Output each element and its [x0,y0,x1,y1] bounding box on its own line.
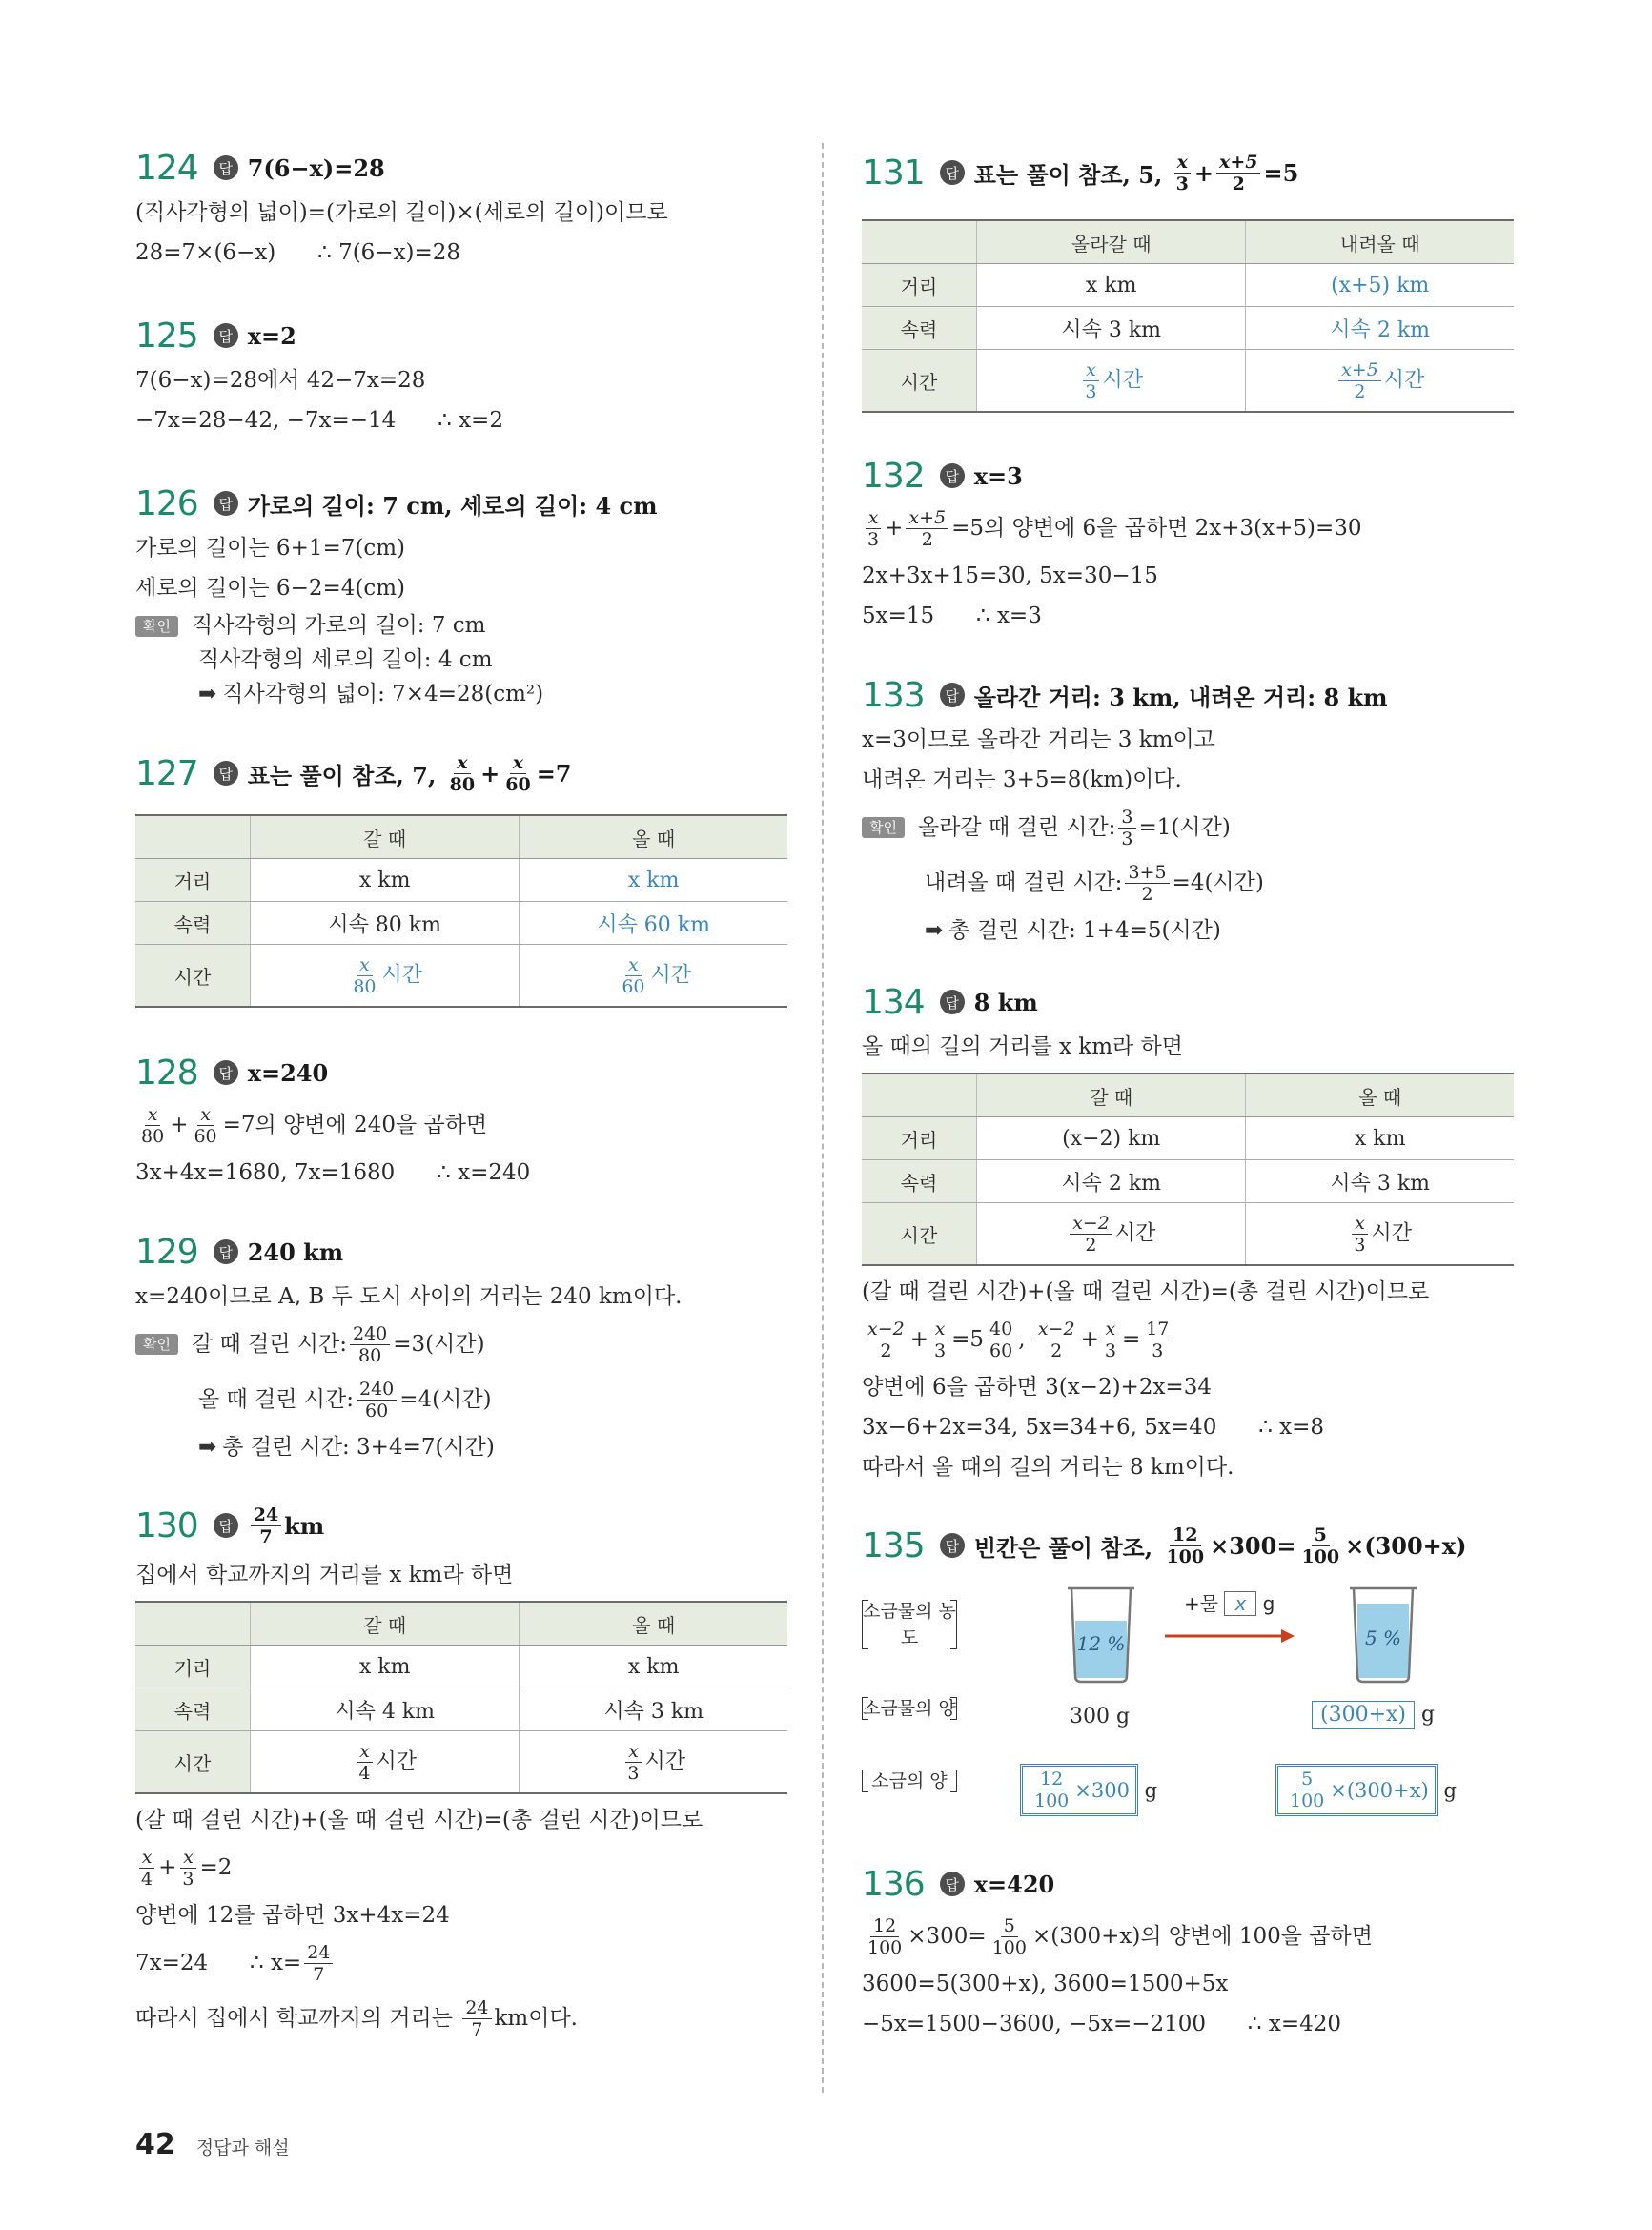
arrow-right-icon [1165,1626,1298,1646]
problem-number: 128 [135,1053,198,1093]
check-chip: 확인 [135,1334,178,1355]
solution-line: 따라서 올 때의 길의 거리는 8 km이다. [862,1455,1234,1480]
solution-line: 7x=24 ∴ x= $\frac{24}{7}$ [135,1935,793,1991]
right-column [862,143,1519,2044]
solution-line: 5x=15 ∴ x=3 [862,604,1042,628]
salt-water-diagram [862,1581,1519,1838]
answer: 가로의 길이: 7 cm, 세로의 길이: 4 cm [247,491,658,520]
answer-icon: 답 [214,1060,238,1085]
check-line: 확인 올라갈 때 걸린 시간: $\frac{3}{3}$ =1(시간) [862,800,1519,855]
solution-line: (직사각형의 넓이)=(가로의 길이)×(세로의 길이)이므로 [135,200,668,225]
column-divider [822,143,824,2093]
problem-136 [862,1859,1519,2044]
check-line [135,677,793,711]
check-text: 직사각형의 가로의 길이: 7 cm [191,613,486,638]
solution-line: 따라서 집에서 학교까지의 거리는 $\frac{24}{7}$ km이다. [135,1996,578,2040]
solution-line: 양변에 12를 곱하면 3x+4x=24 [135,1903,450,1928]
solution-line: $\frac{12}{100}$ ×300= $\frac{5}{100}$ ×(300+x)의 양변에 100을 곱하면 [867,1914,1373,1958]
answer: x=2 [247,321,296,350]
problem-134 [862,977,1519,1487]
problem-number: 135 [862,1525,925,1565]
problem-126 [135,479,793,711]
answer: 7(6−x)=28 [247,153,385,182]
amount-before: 300 g [1070,1705,1131,1729]
answer: x=3 [973,461,1023,490]
solution-line: (갈 때 걸린 시간)+(올 때 걸린 시간)=(총 걸린 시간)이므로 [135,1808,704,1832]
check-line [135,643,793,677]
answer-icon: 답 [940,463,965,488]
check-text: 직사각형의 세로의 길이: 4 cm [198,647,493,672]
solution-line: −5x=1500−3600, −5x=−2100 ∴ x=420 [862,2012,1342,2036]
answer-icon: 답 [940,1533,965,1558]
answer: 표는 풀이 참조, 5, $\frac{x}{3}$ + $\frac{x+5}{2}$ =5 [973,151,1299,194]
answer-icon: 답 [940,1872,965,1896]
answer: x=420 [973,1870,1055,1898]
salt-before: $\frac{12}{100}$ ×300 g [1020,1764,1157,1816]
solution-line: x=240이므로 A, B 두 도시 사이의 거리는 240 km이다. [135,1284,683,1309]
solution-line: 올 때의 길의 거리를 x km라 하면 [862,1034,1183,1059]
speed-table: 올라갈 때 내려올 때 거리 x km (x+5) km 속력 시속 3 km 시속 2 km 시간 $\frac{x}{3}$ 시간 $\frac{x+5}{2}$ 시간 [862,219,1514,413]
solution-line: 2x+3x+15=30, 5x=30−15 [862,563,1158,588]
answer-icon: 답 [214,1239,238,1264]
solution-line: 3x−6+2x=34, 5x=34+6, 5x=40 ∴ x=8 [862,1415,1325,1440]
answer-icon: 답 [214,761,238,786]
problem-135 [862,1516,1519,1838]
problem-131 [862,143,1519,413]
answer: $\frac{24}{7}$ km [248,1504,324,1547]
speed-table: 갈 때 올 때 거리 x km x km 속력 시속 4 km 시속 3 km 시간 $\frac{x}{4}$ 시간 $\frac{x}{3}$ 시간 [135,1601,787,1794]
problem-number: 130 [135,1505,198,1545]
answer: 8 km [973,988,1038,1016]
solution-line: $\frac{x-2}{2}$ + $\frac{x}{3}$ =5 $\frac{40}{60}$ , $\frac{x-2}{2}$ + $\frac{x}{3}$ = $\frac{17}{3}$ [862,1312,1519,1367]
amount-after: (300+x) g [1312,1703,1435,1727]
answer: 240 km [247,1238,344,1266]
problem-number: 131 [862,153,925,193]
answer: 빈칸은 풀이 참조, $\frac{12}{100}$ ×300= $\frac{5}{100}$ ×(300+x) [973,1524,1467,1567]
add-water-label: +물 x g [1184,1592,1275,1615]
problem-129 [135,1227,793,1467]
solution-line: x=3이므로 올라간 거리는 3 km이고 [862,727,1215,752]
solution-line: (갈 때 걸린 시간)+(올 때 걸린 시간)=(총 걸린 시간)이므로 [862,1279,1430,1304]
beaker-2-concentration: 5 % [1364,1626,1402,1649]
problem-125 [135,311,793,440]
speed-table: 갈 때 올 때 거리 x km x km 속력 시속 80 km 시속 60 km 시간 $\frac{x}{80}$ 시간 $\frac{x}{60}$ 시간 [135,814,787,1008]
check-line: 올 때 걸린 시간: $\frac{240}{60}$ =4(시간) [198,1378,492,1422]
problem-number: 124 [135,148,198,188]
answer-icon: 답 [940,683,965,707]
label-water-amount: 소금물의 양 [862,1695,957,1722]
answer-icon: 답 [214,155,238,180]
solution-line: 3x+4x=1680, 7x=1680 ∴ x=240 [135,1160,531,1185]
problem-number: 126 [135,483,198,523]
page-footer [135,2128,290,2161]
answer: 올라간 거리: 3 km, 내려온 거리: 8 km [973,683,1388,711]
check-line: 확인 갈 때 걸린 시간: $\frac{240}{80}$ =3(시간) [135,1317,793,1372]
solution-line: 세로의 길이는 6−2=4(cm) [135,576,406,601]
problem-number: 136 [862,1864,925,1904]
answer-icon: 답 [940,160,965,185]
solution-line: 가로의 길이는 6+1=7(cm) [135,536,406,561]
check-line: 내려올 때 걸린 시간: $\frac{3+5}{2}$ =4(시간) [925,861,1264,905]
solution-line: $\frac{x}{3}$ + $\frac{x+5}{2}$ =5의 양변에 6을 곱하면 2x+3(x+5)=30 [862,501,1519,556]
solution-line: 양변에 6을 곱하면 3(x−2)+2x=34 [862,1375,1212,1400]
page-number: 42 [135,2128,175,2161]
solution-line: 7(6−x)=28에서 42−7x=28 [135,368,426,393]
check-line: ➡ 총 걸린 시간: 1+4=5(시간) [925,918,1221,943]
check-line: ➡ 총 걸린 시간: 3+4=7(시간) [198,1435,495,1460]
salt-after: $\frac{5}{100}$ ×(300+x) g [1275,1764,1457,1816]
problem-number: 127 [135,753,198,793]
check-text: 직사각형의 넓이: 7×4=28(cm²) [222,682,544,706]
problem-130 [135,1496,793,2046]
problem-133 [862,670,1519,951]
page-label: 정답과 해설 [195,2138,290,2158]
solution-line: 28=7×(6−x) ∴ 7(6−x)=28 [135,240,461,265]
label-concentration: 소금물의 농도 [862,1598,957,1651]
problem-128 [135,1048,793,1193]
problem-124 [135,143,793,273]
answer-icon: 답 [214,1513,238,1538]
problem-number: 132 [862,456,925,496]
check-line [135,608,793,643]
problem-127 [135,744,793,1008]
arrow-right-icon: ➡ [925,918,944,943]
problem-132 [862,451,1519,636]
problem-number: 129 [135,1232,198,1272]
answer: x=240 [247,1058,329,1087]
solution-line: 3600=5(300+x), 3600=1500+5x [862,1972,1229,1996]
arrow-right-icon: ➡ [198,1435,217,1460]
answer-icon: 답 [214,491,238,516]
answer: 표는 풀이 참조, 7, $\frac{x}{80}$ + $\frac{x}{60}$ =7 [247,751,572,795]
arrow-right-icon: ➡ [198,682,217,706]
left-column [135,143,793,2046]
speed-table: 갈 때 올 때 거리 (x−2) km x km 속력 시속 2 km 시속 3 km 시간 $\frac{x-2}{2}$ 시간 $\frac{x}{3}$ 시간 [862,1073,1514,1266]
solution-line: 내려온 거리는 3+5=8(km)이다. [862,767,1182,792]
problem-number: 125 [135,316,198,356]
check-chip: 확인 [135,616,178,637]
check-chip: 확인 [862,817,905,838]
answer-icon: 답 [214,323,238,348]
solution-line: $\frac{x}{80}$ + $\frac{x}{60}$ =7의 양변에 240을 곱하면 [141,1103,488,1147]
solution-line: 집에서 학교까지의 거리를 x km라 하면 [135,1563,514,1587]
solution-line: −7x=28−42, −7x=−14 ∴ x=2 [135,408,503,433]
solution-line: $\frac{x}{4}$ + $\frac{x}{3}$ =2 [135,1840,793,1895]
problem-number: 133 [862,675,925,715]
beaker-1-concentration: 12 % [1076,1632,1126,1655]
answer-icon: 답 [940,990,965,1014]
label-salt-amount: 소금의 양 [862,1768,957,1794]
problem-number: 134 [862,982,925,1022]
